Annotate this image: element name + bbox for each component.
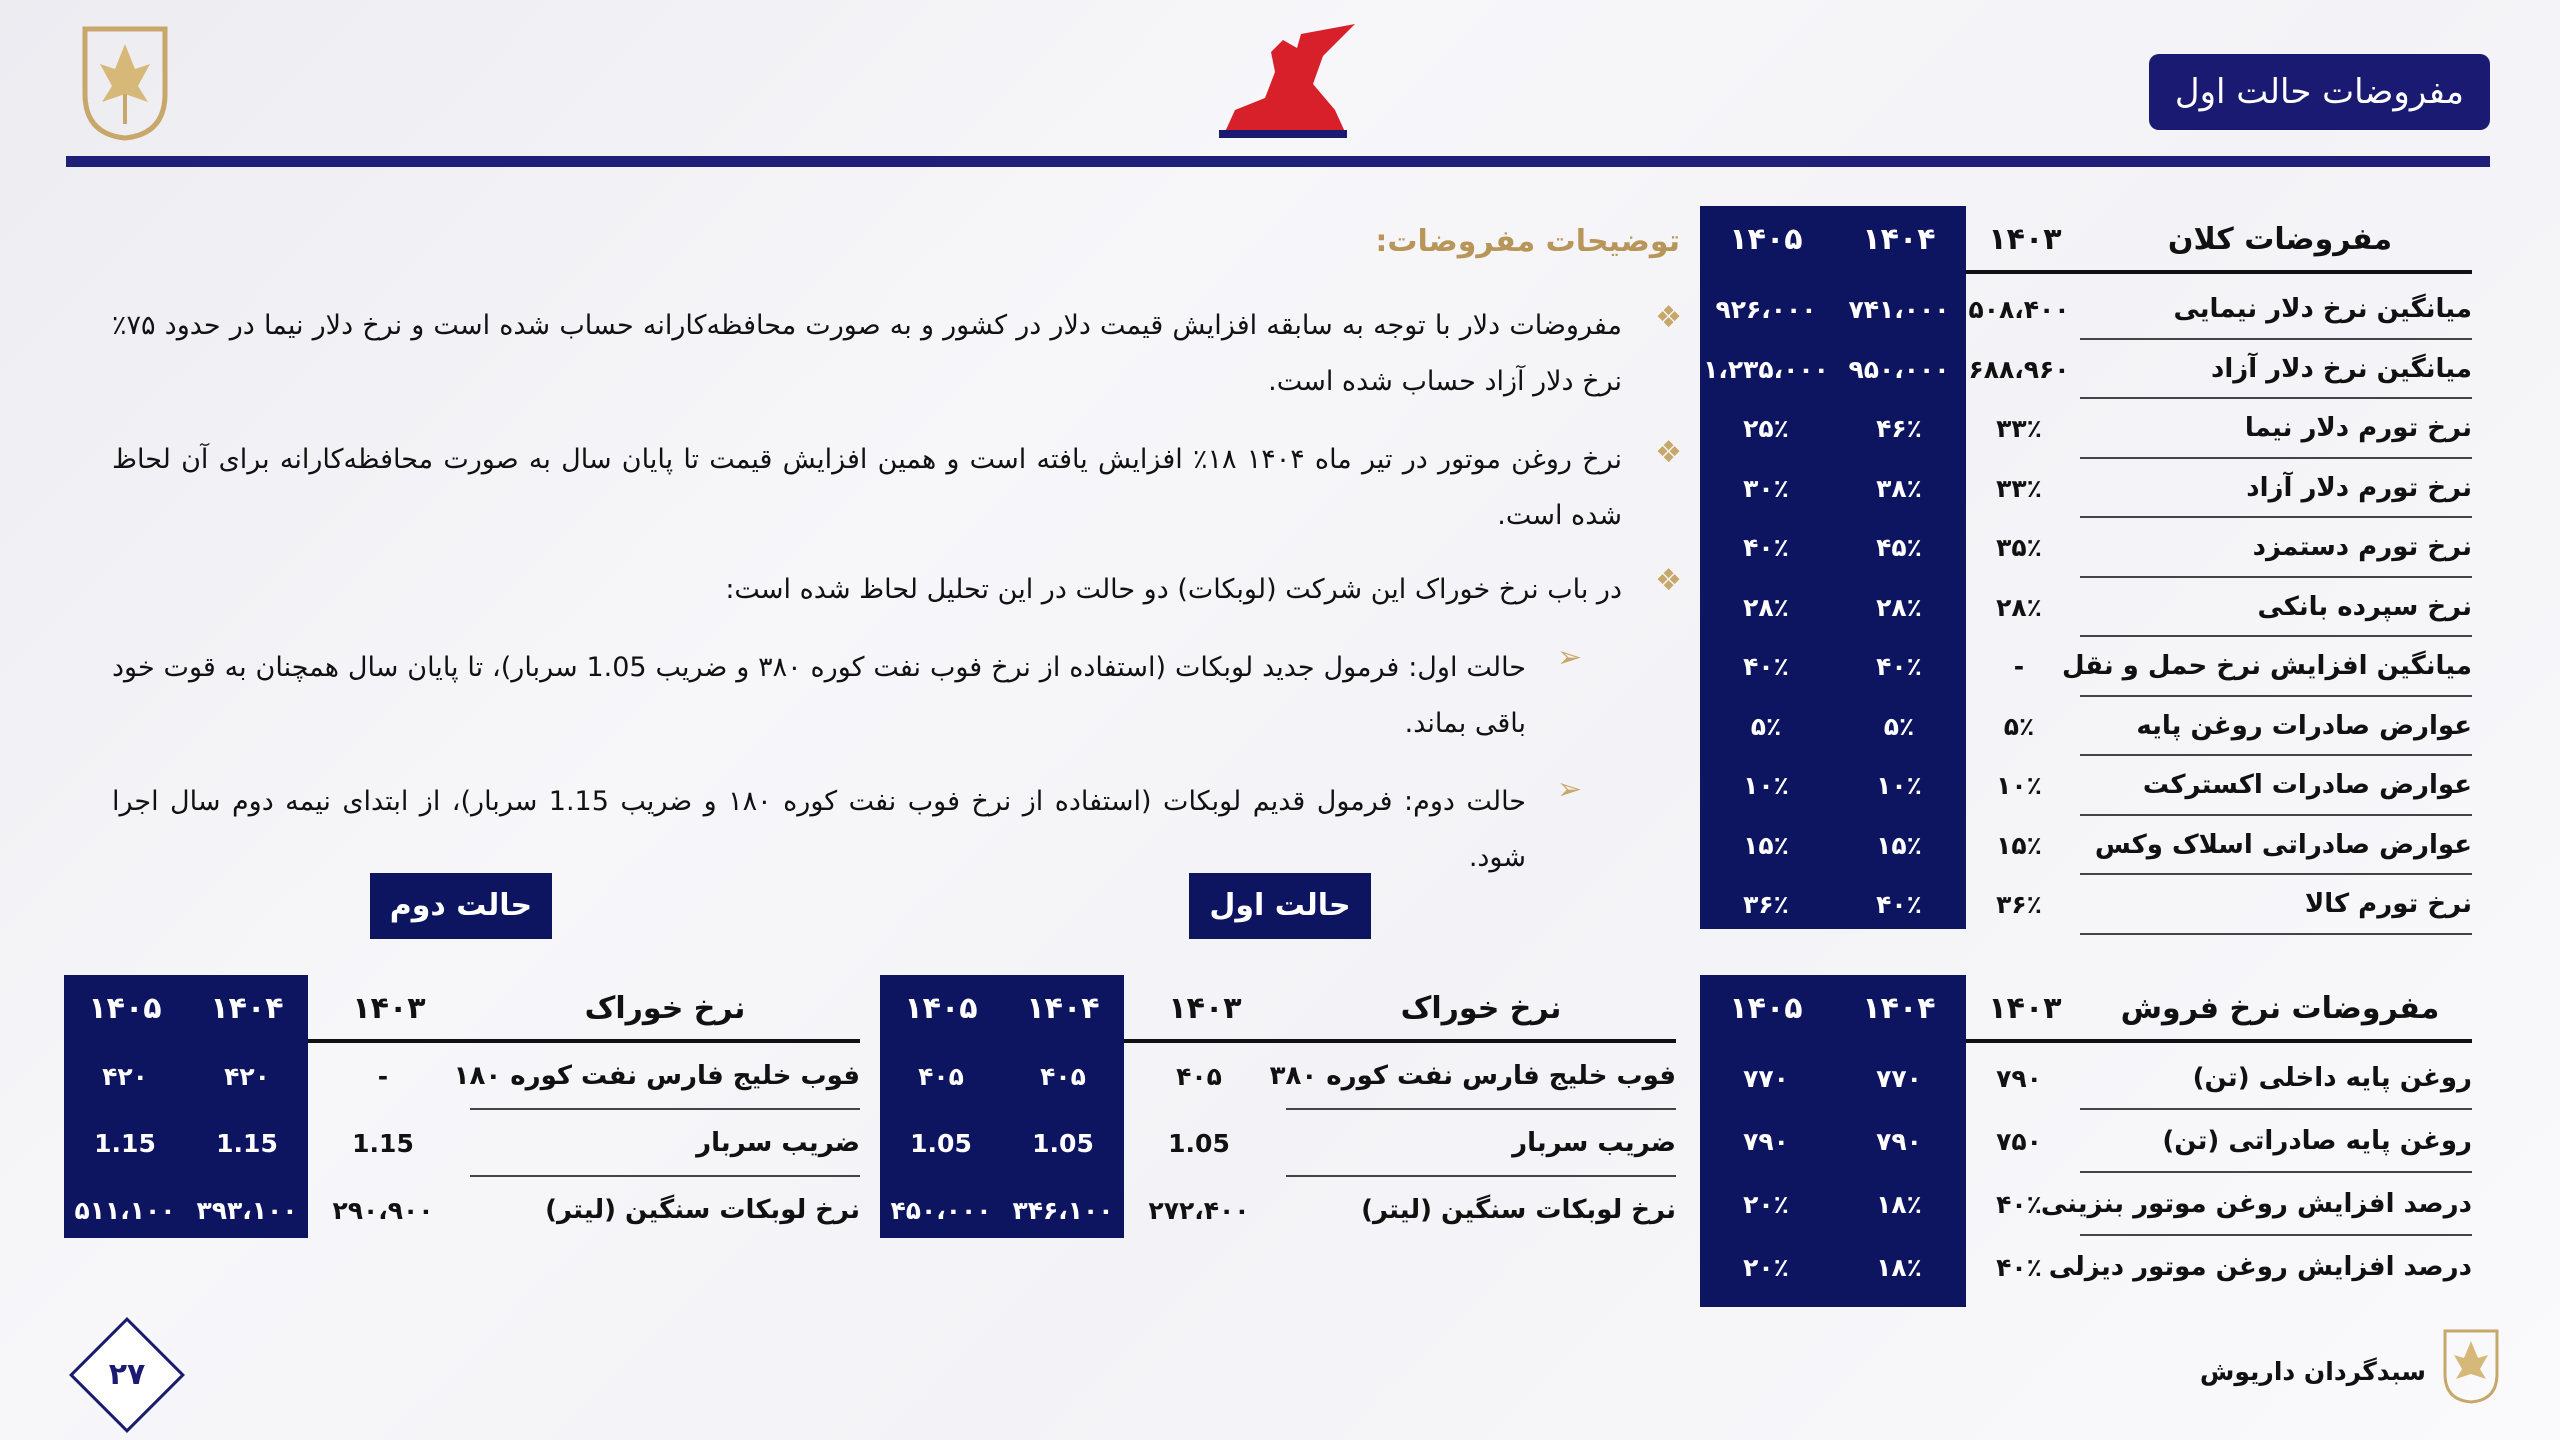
case2-button[interactable]: حالت دوم bbox=[370, 873, 552, 939]
table-cell: ۹۲۶،۰۰۰ bbox=[1715, 295, 1817, 324]
row-label: نرخ سپرده بانکی bbox=[2257, 591, 2472, 622]
row-label: درصد افزایش روغن موتور بنزینی bbox=[2040, 1189, 2472, 1219]
table-cell: ۴۲۰ bbox=[102, 1062, 148, 1091]
header-underline bbox=[1966, 1039, 2472, 1043]
table-cell: ۴۵۰،۰۰۰ bbox=[890, 1196, 992, 1225]
table-row bbox=[1700, 875, 2472, 935]
table-cell: ۴۰٪ bbox=[1876, 652, 1922, 681]
table-row bbox=[1700, 1236, 2472, 1299]
table-header: ۱۴۰۳ bbox=[1988, 991, 2062, 1026]
table-cell: ۵۰۸،۴۰۰ bbox=[1968, 295, 2070, 324]
table-header: ۱۴۰۴ bbox=[1026, 991, 1100, 1026]
company-logo bbox=[80, 24, 170, 142]
table-row bbox=[880, 1043, 1676, 1110]
table-cell: ۱۰٪ bbox=[1876, 771, 1922, 800]
table-cell: ۱۰٪ bbox=[1743, 771, 1789, 800]
table-cell: ۳۳٪ bbox=[1996, 414, 2042, 443]
row-label: ضریب سربار bbox=[1512, 1128, 1676, 1158]
table-row bbox=[1700, 1173, 2472, 1236]
table-cell: ۳۰٪ bbox=[1743, 473, 1789, 503]
arrow-bullet-icon: ➢ bbox=[1556, 772, 1582, 807]
table-cell: ۱۸٪ bbox=[1876, 1253, 1922, 1282]
table-cell: ۹۵۰،۰۰۰ bbox=[1848, 354, 1950, 384]
table-row bbox=[880, 1177, 1676, 1244]
table-cell: ۲۹۰،۹۰۰ bbox=[332, 1196, 434, 1225]
table-row bbox=[64, 1043, 860, 1110]
row-label: ضریب سربار bbox=[696, 1128, 860, 1158]
table-header: ۱۴۰۵ bbox=[88, 991, 162, 1026]
table-cell: 1.05 bbox=[1032, 1129, 1094, 1158]
table-cell: ۴۰٪ bbox=[1743, 652, 1789, 681]
table-row bbox=[880, 1110, 1676, 1177]
table-header: نرخ خوراک bbox=[584, 991, 746, 1026]
row-label: درصد افزایش روغن موتور دیزلی bbox=[2048, 1252, 2472, 1282]
table-cell: ۷۷۰ bbox=[1876, 1064, 1922, 1093]
table-header: ۱۴۰۴ bbox=[1862, 991, 1936, 1026]
row-label: میانگین افزایش نرخ حمل و نقل bbox=[2061, 651, 2472, 681]
table-cell: ۷۷۰ bbox=[1743, 1064, 1789, 1093]
table-cell: ۵٪ bbox=[2003, 711, 2035, 741]
table-cell: ۷۵۰ bbox=[1996, 1127, 2042, 1156]
table-row bbox=[1700, 399, 2472, 459]
table-cell: ۵۱۱،۱۰۰ bbox=[74, 1196, 176, 1225]
table-header: ۱۴۰۴ bbox=[1862, 222, 1936, 257]
table-cell: ۲۰٪ bbox=[1743, 1253, 1789, 1282]
table-cell: ۱۸٪ bbox=[1876, 1190, 1922, 1219]
table-cell: ۴۰٪ bbox=[1743, 533, 1789, 562]
table-cell: ۴۰٪ bbox=[1996, 1190, 2042, 1219]
row-label: عوارض صادرات روغن پایه bbox=[2136, 710, 2472, 741]
table-cell: - bbox=[2013, 652, 2025, 681]
diamond-bullet-icon: ❖ bbox=[1655, 300, 1682, 335]
table-cell: ۱۵٪ bbox=[1996, 830, 2042, 860]
note-paragraph: حالت دوم: فرمول قدیم لوبکات (استفاده از نرخ فوب نفت کوره ۱۸۰ و ضریب 1.15 سربار)، از ابتدای نیمه دوم سال اجرا شود. bbox=[112, 786, 1526, 873]
table-cell: ۳۶٪ bbox=[1743, 890, 1789, 919]
table-row bbox=[1700, 1047, 2472, 1110]
table-row bbox=[1700, 637, 2472, 697]
row-label: فوب خلیج فارس نفت کوره ۱۸۰ bbox=[453, 1061, 860, 1091]
table-cell: ۶۸۸،۹۶۰ bbox=[1968, 354, 2070, 384]
row-label: نرخ تورم دلار نیما bbox=[2244, 413, 2472, 443]
table-cell: ۳۹۳،۱۰۰ bbox=[196, 1196, 298, 1225]
table-cell: - bbox=[377, 1062, 389, 1091]
table-cell: ۴۶٪ bbox=[1876, 414, 1922, 443]
table-row bbox=[1700, 756, 2472, 816]
row-label: روغن پایه صادراتی (تن) bbox=[2162, 1126, 2472, 1156]
table-cell: ۴۵٪ bbox=[1876, 533, 1922, 562]
row-label: عوارض صادرات اکسترکت bbox=[2142, 770, 2472, 800]
table-cell: ۴۰۵ bbox=[918, 1062, 964, 1091]
table-cell: ۱۵٪ bbox=[1743, 830, 1789, 860]
note-paragraph: در باب نرخ خوراک این شرکت (لوبکات) دو حالت در این تحلیل لحاظ شده است: bbox=[725, 574, 1622, 605]
table-row bbox=[1700, 578, 2472, 638]
table-cell: ۲۸٪ bbox=[1876, 592, 1922, 622]
table-cell: ۲۰٪ bbox=[1743, 1190, 1789, 1219]
table-row bbox=[1700, 340, 2472, 400]
table-cell: ۴۰۵ bbox=[1040, 1062, 1086, 1091]
table-cell: ۷۹۰ bbox=[1743, 1127, 1789, 1156]
table-cell: ۲۷۲،۴۰۰ bbox=[1148, 1196, 1250, 1225]
table-header: ۱۴۰۳ bbox=[1988, 222, 2062, 257]
table-cell: ۳۸٪ bbox=[1876, 473, 1922, 503]
table-cell: ۱۵٪ bbox=[1876, 830, 1922, 860]
table-cell: 1.15 bbox=[216, 1129, 278, 1158]
table-header-row bbox=[880, 975, 1676, 1043]
table-cell: 1.05 bbox=[910, 1129, 972, 1158]
arrow-bullet-icon: ➢ bbox=[1556, 640, 1582, 675]
table-cell: ۳۶٪ bbox=[1996, 890, 2042, 919]
table-cell: ۷۹۰ bbox=[1876, 1127, 1922, 1156]
case1-button[interactable]: حالت اول bbox=[1189, 873, 1371, 939]
table-cell: ۴۰۵ bbox=[1176, 1062, 1222, 1091]
footer-logo bbox=[2442, 1328, 2500, 1404]
footer-brand: سبدگردان داریوش bbox=[2199, 1357, 2426, 1386]
table-cell: 1.15 bbox=[94, 1129, 156, 1158]
diamond-bullet-icon: ❖ bbox=[1655, 435, 1682, 470]
table-cell: ۴۰٪ bbox=[1996, 1253, 2042, 1282]
table-header-row bbox=[1700, 975, 2472, 1043]
table-cell: ۳۵٪ bbox=[1996, 533, 2042, 562]
table-cell: ۷۹۰ bbox=[1996, 1064, 2042, 1093]
table-header-row bbox=[1700, 206, 2472, 274]
table-header: ۱۴۰۵ bbox=[1729, 991, 1803, 1026]
row-label: میانگین نرخ دلار آزاد bbox=[2210, 353, 2472, 384]
table-row bbox=[1700, 518, 2472, 578]
table-cell: 1.15 bbox=[352, 1129, 414, 1158]
table-cell: ۵٪ bbox=[1750, 711, 1782, 741]
table-row bbox=[1700, 697, 2472, 757]
sphinx-logo bbox=[1205, 22, 1357, 140]
table-cell: ۲۵٪ bbox=[1743, 414, 1789, 443]
row-label: عوارض صادراتی اسلاک وکس bbox=[2094, 829, 2472, 860]
table-cell: ۷۴۱،۰۰۰ bbox=[1848, 295, 1950, 324]
table-header: مفروضات نرخ فروش bbox=[2120, 991, 2440, 1026]
table-header: ۱۴۰۳ bbox=[352, 991, 426, 1026]
table-cell: ۴۲۰ bbox=[224, 1062, 270, 1091]
row-label: فوب خلیج فارس نفت کوره ۳۸۰ bbox=[1269, 1061, 1676, 1091]
note-paragraph: نرخ روغن موتور در تیر ماه ۱۴۰۴ ۱۸٪ افزایش یافته است و همین افزایش قیمت تا پایان سال به صورت محافظه‌کارانه برای آن لحاظ شده است. bbox=[112, 444, 1622, 531]
note-paragraph: حالت اول: فرمول جدید لوبکات (استفاده از نرخ فوب نفت کوره ۳۸۰ و ضریب 1.05 سربار)، تا پایان سال همچنان به قوت خود باقی بماند. bbox=[112, 652, 1526, 739]
page-number: ۲۷ bbox=[108, 1357, 146, 1392]
row-label: روغن پایه داخلی (تن) bbox=[2192, 1063, 2472, 1093]
table-cell: ۱۰٪ bbox=[1996, 771, 2042, 800]
table-cell: ۴۰٪ bbox=[1876, 890, 1922, 919]
table-row bbox=[1700, 1110, 2472, 1173]
row-label: نرخ تورم دستمزد bbox=[2252, 532, 2472, 562]
table-header: ۱۴۰۴ bbox=[210, 991, 284, 1026]
row-label: نرخ تورم دلار آزاد bbox=[2246, 472, 2472, 503]
table-header: ۱۴۰۵ bbox=[904, 991, 978, 1026]
table-cell: ۳۳٪ bbox=[1996, 473, 2042, 503]
table-cell: ۱،۲۳۵،۰۰۰ bbox=[1703, 354, 1829, 384]
row-label: نرخ تورم کالا bbox=[2304, 889, 2472, 919]
table-header: ۱۴۰۵ bbox=[1729, 222, 1803, 257]
table-cell: ۲۸٪ bbox=[1743, 592, 1789, 622]
table-header-row bbox=[64, 975, 860, 1043]
table-row bbox=[1700, 280, 2472, 340]
page-title: مفروضات حالت اول bbox=[2149, 54, 2490, 130]
table-row bbox=[64, 1110, 860, 1177]
table-header: مفروضات کلان bbox=[2167, 222, 2393, 257]
row-divider bbox=[2080, 933, 2472, 935]
notes-title: توضیحات مفروضات: bbox=[1375, 224, 1680, 259]
header-divider bbox=[66, 156, 2490, 167]
header-underline bbox=[1966, 270, 2472, 274]
table-row bbox=[1700, 459, 2472, 519]
table-row bbox=[64, 1177, 860, 1244]
row-label: میانگین نرخ دلار نیمایی bbox=[2173, 294, 2472, 324]
row-label: نرخ لوبکات سنگین (لیتر) bbox=[545, 1195, 860, 1225]
table-cell: ۵٪ bbox=[1883, 711, 1915, 741]
table-cell: ۳۴۶،۱۰۰ bbox=[1012, 1196, 1114, 1225]
note-paragraph: مفروضات دلار با توجه به سابقه افزایش قیمت دلار در کشور و به صورت محافظه‌کارانه حساب شده است و نرخ دلار نیما در حدود ۷۵٪ نرخ دلار آزاد حساب شده است. bbox=[112, 310, 1622, 397]
table-cell: ۲۸٪ bbox=[1996, 592, 2042, 622]
table-row bbox=[1700, 816, 2472, 876]
table-cell: 1.05 bbox=[1168, 1129, 1230, 1158]
diamond-bullet-icon: ❖ bbox=[1655, 563, 1682, 598]
table-header: نرخ خوراک bbox=[1400, 991, 1562, 1026]
table-header: ۱۴۰۳ bbox=[1168, 991, 1242, 1026]
row-label: نرخ لوبکات سنگین (لیتر) bbox=[1361, 1195, 1676, 1225]
